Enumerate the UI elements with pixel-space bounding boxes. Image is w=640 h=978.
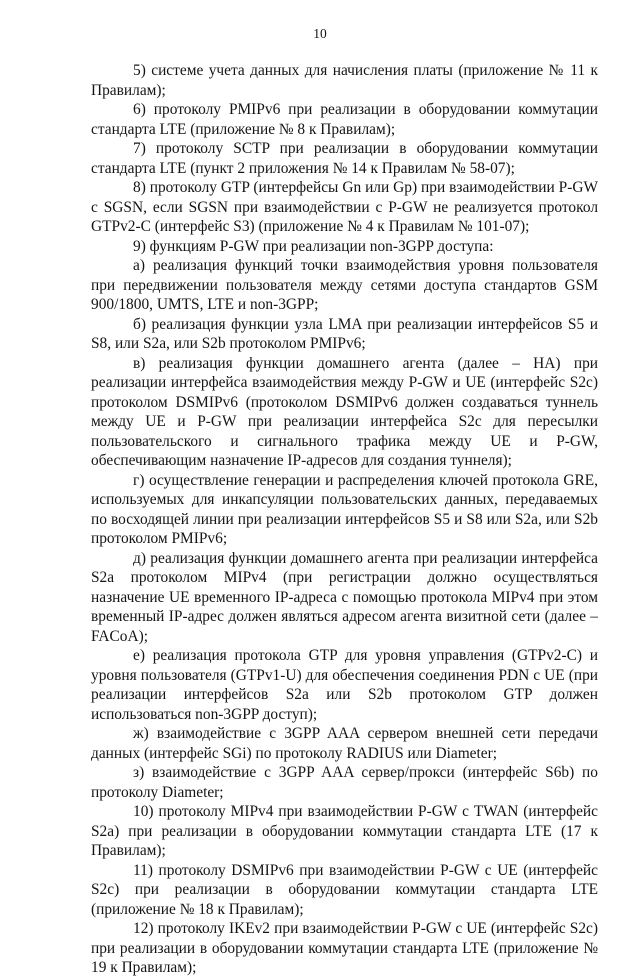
paragraph-11: 11) протоколу DSMIPv6 при взаимодействии P-GW с UE (интерфейс S2c) при реализации в оборудовании коммутации стандарта LTE (приложение № 18 к Правилам); [91, 861, 598, 918]
paragraph-8: 8) протоколу GTP (интерфейсы Gn или Gp) при взаимодействии P-GW с SGSN, если SGSN при взаимодействии с P-GW не реализуется протокол GTPv2-C (интерфейс S3) (приложение № 4 к Правилам № 101-07); [91, 179, 598, 235]
paragraph-12: 12) протоколу IKEv2 при взаимодействии P-GW с UE (интерфейс S2c) при реализации в оборудовании коммутации стандарта LTE (приложение № 19 к Правилам); [91, 920, 598, 976]
paragraph-9v: в) реализация функции домашнего агента (далее – HA) при реализации интерфейса взаимодействия между P-GW и UE (интерфейс S2c) протоколом DSMIPv6 (протоколом DSMIPv6 должен создаваться туннель между UE и P-GW при реализации интерфейса S2c для пересылки пользовательского и сигнального трафика между UE и P-GW, обеспечивающим назначение IP-адресов для создания туннеля); [91, 354, 598, 469]
paragraph-9zh: ж) взаимодействие с 3GPP AAA сервером внешней сети передачи данных (интерфейс SGi) по протоколу RADIUS или Diameter; [91, 725, 598, 762]
page-number: 10 [313, 26, 327, 41]
document-body [91, 61, 598, 978]
paragraph-5: 5) системе учета данных для начисления платы (приложение № 11 к Правилам); [91, 62, 598, 99]
paragraph-6: 6) протоколу PMIPv6 при реализации в оборудовании коммутации стандарта LTE (приложение № 8 к Правилам); [91, 101, 598, 138]
paragraph-9a: а) реализация функций точки взаимодействия уровня пользователя при передвижении пользователя между сетями доступа стандартов GSM 900/1800, UMTS, LTE и non-3GPP; [91, 257, 598, 313]
paragraph-9: 9) функциям P-GW при реализации non-3GPP доступа: [133, 237, 494, 255]
paragraph-10: 10) протоколу MIPv4 при взаимодействии P-GW с TWAN (интерфейс S2a) при реализации в оборудовании коммутации стандарта LTE (17 к Правилам); [91, 803, 598, 859]
paragraph-9d: д) реализация функции домашнего агента при реализации интерфейса S2a протоколом MIPv4 (при регистрации должно осуществляться назначение UE временного IP-адреса с помощью протокола MIPv4 при этом временный IP-адрес должен являться адресом агента визитной сети (далее – FACoA); [91, 549, 598, 645]
paragraph-9g: г) осуществление генерации и распределения ключей протокола GRE, используемых для инкапсуляции пользовательских данных, передаваемых по восходящей линии при реализации интерфейсов S5 и S8 или S2a, или S2b протоколом PMIPv6; [91, 471, 598, 547]
paragraph-7: 7) протоколу SCTP при реализации в оборудовании коммутации стандарта LTE (пункт 2 приложения № 14 к Правилам № 58-07); [91, 140, 598, 177]
paragraph-9z: з) взаимодействие с 3GPP AAA сервер/прокси (интерфейс S6b) по протоколу Diameter; [91, 764, 598, 801]
paragraph-9b: б) реализация функции узла LMA при реализации интерфейсов S5 и S8, или S2a, или S2b протоколом PMIPv6; [91, 315, 598, 352]
paragraph-9e: е) реализация протокола GTP для уровня управления (GTPv2-C) и уровня пользователя (GTPv1-U) для обеспечения соединения PDN с UE (при реализации интерфейсов S2a или S2b протоколом GTP должен использоваться non-3GPP доступ); [91, 647, 598, 723]
